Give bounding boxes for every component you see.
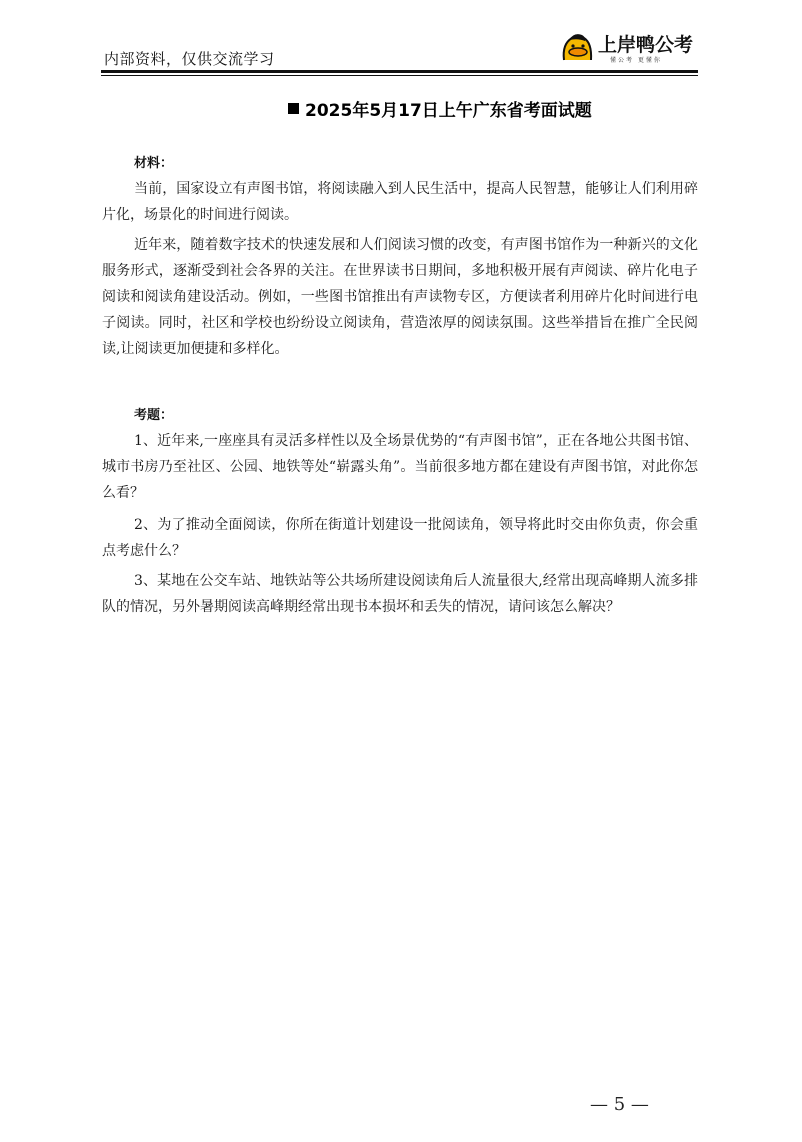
material-paragraph-2: 近年来，随着数字技术的快速发展和人们阅读习惯的改变，有声图书馆作为一种新兴的文化服务形式，逐渐受到社会各界的关注。在世界读书日期间，多地积极开展有声阅读、碎片化电子阅读和阅读角建设活动。例如，一些图书馆推出有声读物专区，方便读者利用碎片化时间进行电子阅读。同时，社区和学校也纷纷设立阅读角，营造浓厚的阅读氛围。这些举措旨在推广全民阅读,让阅读更加便捷和多样化。 [102, 237, 698, 357]
question-2: 2、为了推动全面阅读，你所在街道计划建设一批阅读角，领导将此时交由你负责，你会重点考虑什么？ [102, 517, 698, 559]
brand-slogan: 懂公考 更懂你 [610, 57, 662, 64]
questions-label: 考题： [134, 408, 174, 423]
header-rule-thin [101, 75, 698, 76]
question-1: 1、近年来,一座座具有灵活多样性以及全场景优势的“有声图书馆”，正在各地公共图书馆、城市书房乃至社区、公园、地铁等处“崭露头角”。当前很多地方都在建设有声图书馆，对此你怎么看？ [102, 433, 698, 501]
brand-name: 上岸鸭公考 [598, 34, 694, 56]
material-paragraph-1: 当前，国家设立有声图书馆，将阅读融入到人民生活中，提高人民智慧，能够让人们利用碎片化，场景化的时间进行阅读。 [102, 181, 698, 223]
brand-logo [560, 28, 700, 68]
header-rule-thick [101, 70, 698, 73]
square-bullet-icon [288, 103, 299, 114]
internal-material-note: 内部资料，仅供交流学习 [104, 50, 275, 68]
document-title-text: 2025年5月17日上午广东省考面试题 [305, 101, 592, 121]
question-3: 3、某地在公交车站、地铁站等公共场所建设阅读角后人流量很大,经常出现高峰期人流多排队的情况，另外暑期阅读高峰期经常出现书本损坏和丢失的情况，请问该怎么解决？ [102, 573, 698, 615]
document-title [288, 96, 592, 121]
duck-icon [560, 30, 596, 66]
material-label: 材料： [134, 156, 174, 171]
page-number: — 5 — [590, 1094, 649, 1115]
